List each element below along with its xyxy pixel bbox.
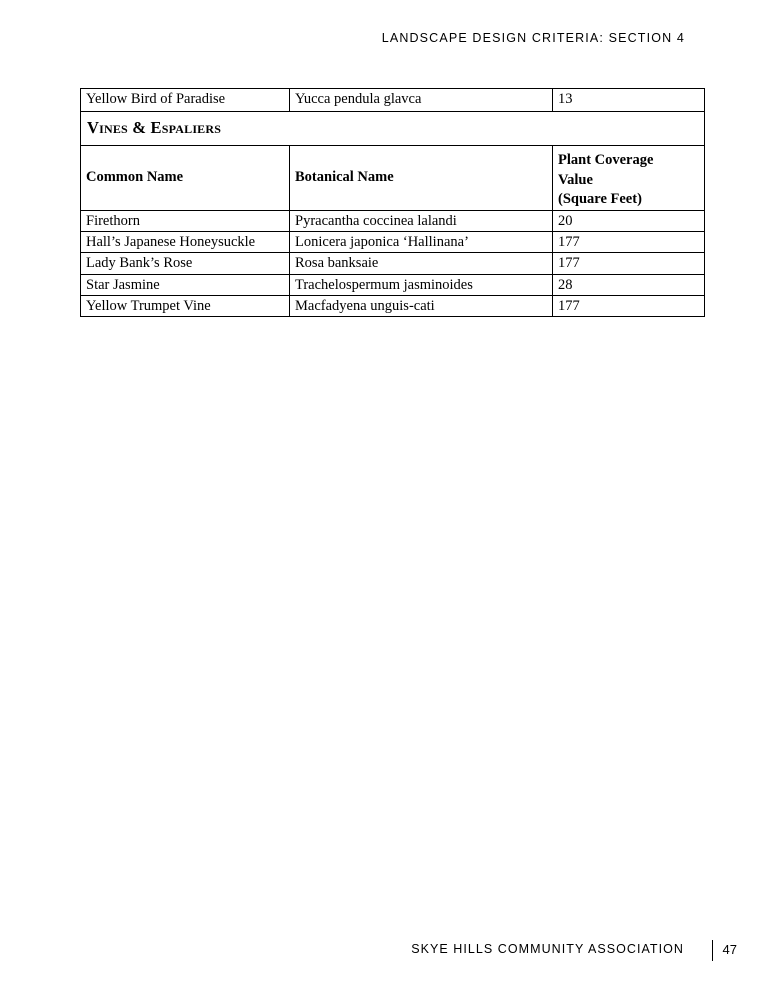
cell-coverage-value: 177 bbox=[553, 231, 705, 252]
cell-common-name: Hall’s Japanese Honeysuckle bbox=[81, 231, 290, 252]
cell-common-name: Firethorn bbox=[81, 210, 290, 231]
section-header-row bbox=[81, 112, 705, 146]
table-row bbox=[81, 274, 705, 295]
coverage-header-line-3: (Square Feet) bbox=[558, 191, 642, 208]
footer-divider bbox=[712, 940, 713, 961]
cell-common-name: Yellow Trumpet Vine bbox=[81, 295, 290, 316]
cell-coverage-value: 28 bbox=[553, 274, 705, 295]
column-header-botanical-name: Botanical Name bbox=[290, 146, 553, 211]
page-footer bbox=[0, 942, 765, 964]
running-header-title: LANDSCAPE DESIGN CRITERIA: SECTION 4 bbox=[381, 31, 685, 45]
cell-botanical-name: Yucca pendula glavca bbox=[290, 89, 553, 112]
column-header-coverage-value bbox=[553, 146, 705, 211]
table-header-row bbox=[81, 146, 705, 211]
table-row bbox=[81, 89, 705, 112]
cell-botanical-name: Pyracantha coccinea lalandi bbox=[290, 210, 553, 231]
coverage-header-line-1: Plant Coverage bbox=[558, 152, 654, 168]
plant-list-table bbox=[80, 88, 705, 317]
column-header-common-name: Common Name bbox=[81, 146, 290, 211]
cell-common-name: Star Jasmine bbox=[81, 274, 290, 295]
page-number: 47 bbox=[722, 942, 737, 957]
cell-common-name: Yellow Bird of Paradise bbox=[81, 89, 290, 112]
table-row bbox=[81, 295, 705, 316]
cell-botanical-name: Rosa banksaie bbox=[290, 253, 553, 274]
cell-coverage-value: 13 bbox=[553, 89, 705, 112]
cell-common-name: Lady Bank’s Rose bbox=[81, 253, 290, 274]
cell-botanical-name: Trachelospermum jasminoides bbox=[290, 274, 553, 295]
table-row bbox=[81, 231, 705, 252]
table-row bbox=[81, 210, 705, 231]
cell-coverage-value: 20 bbox=[553, 210, 705, 231]
cell-coverage-value: 177 bbox=[553, 253, 705, 274]
cell-botanical-name: Macfadyena unguis-cati bbox=[290, 295, 553, 316]
section-title: Vines & Espaliers bbox=[81, 112, 705, 146]
footer-organization: SKYE HILLS COMMUNITY ASSOCIATION bbox=[411, 942, 684, 956]
coverage-header-line-2: Value bbox=[558, 171, 593, 188]
cell-coverage-value: 177 bbox=[553, 295, 705, 316]
cell-botanical-name: Lonicera japonica ‘Hallinana’ bbox=[290, 231, 553, 252]
table-row bbox=[81, 253, 705, 274]
